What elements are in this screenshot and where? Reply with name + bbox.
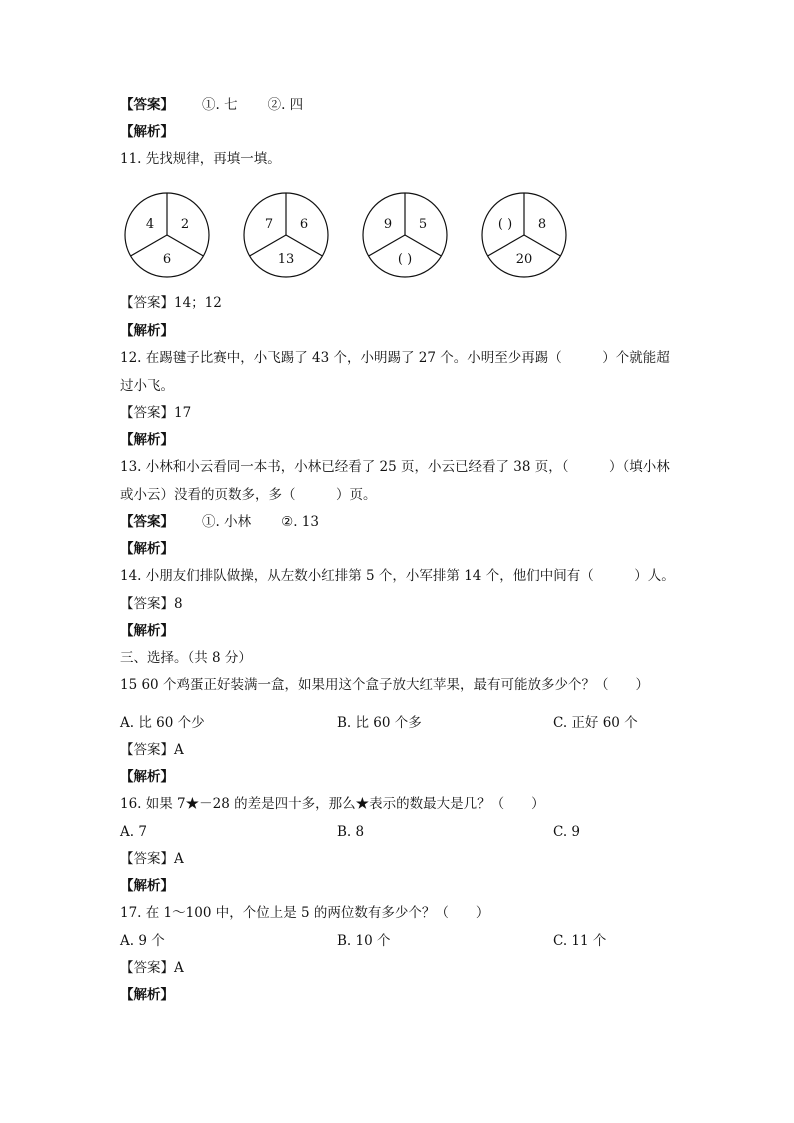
answer-part-2: ②. 四 [267, 97, 304, 113]
circle-3-left: 9 [383, 217, 393, 232]
section-3-heading: 三、选择。（共 8 分） [120, 650, 252, 666]
q16-analysis-label: 【解析】 [120, 878, 174, 894]
q17-answer: 【答案】A [120, 960, 184, 976]
circle-4-right: 8 [537, 217, 547, 232]
q13-question-line1: 13. 小林和小云看同一本书，小林已经看了 25 页，小云已经看了 38 页，（ ）（填小林 [120, 459, 670, 475]
q14-answer: 【答案】8 [120, 596, 183, 612]
circle-1 [123, 188, 211, 282]
q12-question-line1: 12. 在踢毽子比赛中，小飞踢了 43 个，小明踢了 27 个。小明至少再踢（ ）个就能超 [120, 350, 670, 366]
q10-answer-line [120, 95, 303, 115]
q12-question-line2: 过小飞。 [120, 378, 174, 394]
q12-analysis-label: 【解析】 [120, 432, 174, 448]
q11-analysis-label: 【解析】 [120, 323, 174, 339]
q17-option-c: C. 11 个 [553, 933, 607, 949]
answer-part-1: ①. 七 [202, 97, 238, 113]
q13-question-line2: 或小云）没看的页数多，多（ ）页。 [120, 487, 377, 503]
q11-question: 11. 先找规律，再填一填。 [120, 151, 281, 167]
circle-2-right: 6 [299, 217, 309, 232]
circle-1-left: 4 [145, 217, 155, 232]
q16-answer: 【答案】A [120, 851, 184, 867]
q16-question: 16. 如果 7★－28 的差是四十多，那么★表示的数最大是几？（ ） [120, 796, 545, 812]
q11-circle-diagram [120, 188, 580, 282]
q15-option-c: C. 正好 60 个 [553, 715, 638, 731]
q11-answer: 【答案】14；12 [120, 295, 222, 311]
answer-label: 【答案】 [120, 514, 174, 530]
circle-3 [361, 188, 449, 282]
circle-2-bottom: 13 [277, 252, 295, 267]
answer-label: 【答案】 [120, 97, 174, 113]
q17-question: 17. 在 1～100 中，个位上是 5 的两位数有多少个？（ ） [120, 905, 490, 921]
q12-answer: 【答案】17 [120, 405, 192, 421]
q15-analysis-label: 【解析】 [120, 769, 174, 785]
q13-analysis-label: 【解析】 [120, 541, 174, 557]
q17-option-a: A. 9 个 [120, 933, 165, 949]
circle-1-bottom: 6 [162, 252, 172, 267]
q15-answer: 【答案】A [120, 742, 184, 758]
q10-analysis-label: 【解析】 [120, 124, 174, 140]
answer-part-2: ②. 13 [281, 514, 319, 530]
q13-answer-line [120, 512, 319, 532]
circle-1-right: 2 [180, 217, 190, 232]
answer-part-1: ①. 小林 [202, 514, 252, 530]
circle-2 [242, 188, 330, 282]
q14-analysis-label: 【解析】 [120, 623, 174, 639]
circle-4-bottom: 20 [515, 252, 533, 267]
circle-4-left: ( ) [497, 217, 513, 232]
q16-option-c: C. 9 [553, 824, 581, 840]
q16-option-a: A. 7 [120, 824, 147, 840]
q17-analysis-label: 【解析】 [120, 987, 174, 1003]
q15-option-a: A. 比 60 个少 [120, 715, 205, 731]
q14-question: 14. 小朋友们排队做操，从左数小红排第 5 个，小军排第 14 个，他们中间有（ ）人。 [120, 568, 675, 584]
q15-option-b: B. 比 60 个多 [337, 715, 422, 731]
q15-question: 15 60 个鸡蛋正好装满一盒，如果用这个盒子放大红苹果，最有可能放多少个？（ ） [120, 677, 649, 693]
circle-3-bottom: ( ) [397, 252, 413, 267]
q17-option-b: B. 10 个 [337, 933, 391, 949]
q16-option-b: B. 8 [337, 824, 365, 840]
circle-4 [480, 188, 568, 282]
circle-2-left: 7 [264, 217, 274, 232]
circle-3-right: 5 [418, 217, 428, 232]
